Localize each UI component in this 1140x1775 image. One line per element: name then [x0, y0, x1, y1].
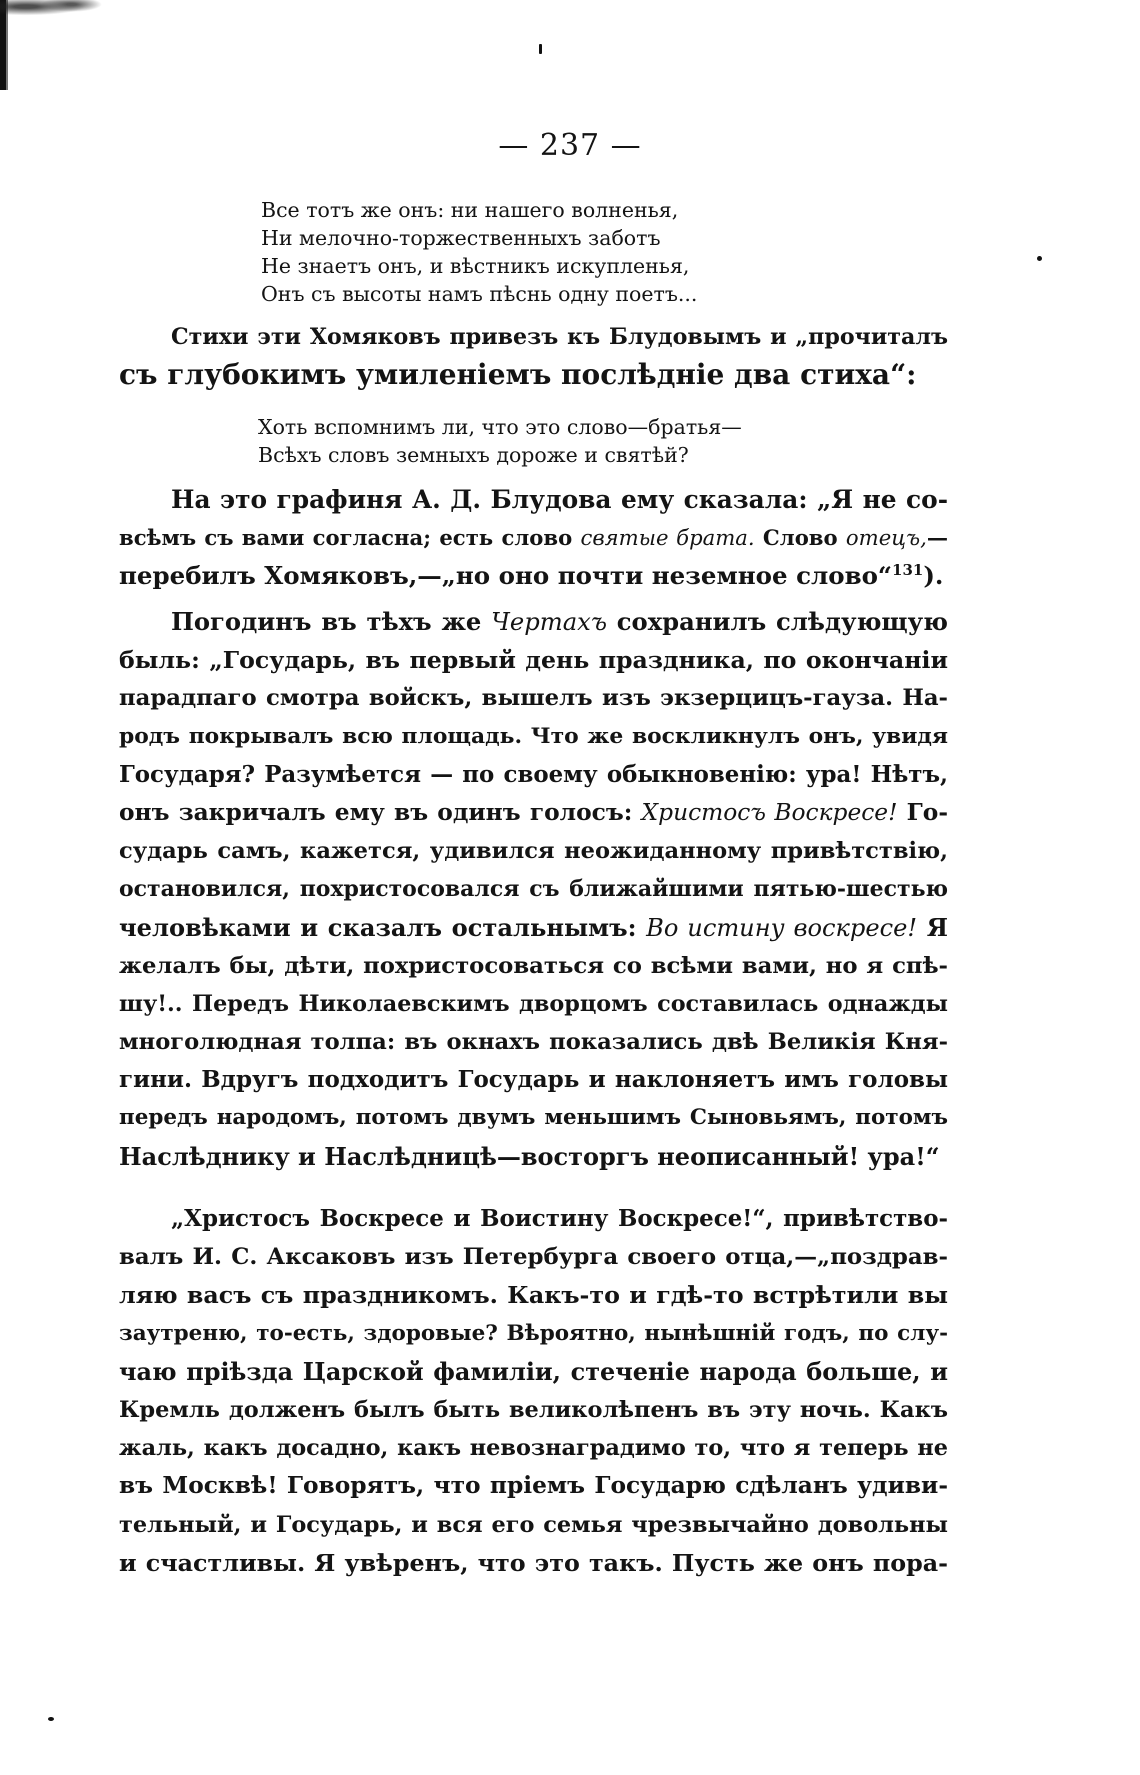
- scan-smudge: [0, 0, 130, 22]
- text-run: ).: [923, 561, 944, 591]
- text-run: перебилъ Хомяковъ,—„но оно почти неземное слово“: [119, 561, 893, 591]
- scan-speck: [539, 44, 542, 54]
- text-run: Я: [917, 912, 948, 942]
- verse-line: Онъ съ высоты намъ пѣснь одну поетъ...: [261, 282, 698, 306]
- text-run: —: [926, 525, 948, 551]
- text-run: онъ закричалъ ему въ одинъ голосъ:: [119, 798, 642, 826]
- italic-run: отецъ,: [845, 525, 927, 551]
- text-line: На это графиня А. Д. Блудова ему сказала: „Я не со-: [171, 485, 948, 514]
- text-line: ляю васъ съ праздникомъ. Какъ-то и гдѣ-то встрѣтили вы: [119, 1281, 948, 1310]
- paragraph-aksakov: [119, 1200, 948, 1582]
- paragraph-pogodin: [119, 603, 948, 1176]
- text-line: [119, 909, 948, 947]
- text-line: желалъ бы, дѣти, похристосоваться со всѣми вами, но я спѣ-: [119, 952, 948, 979]
- verse-stanza-2: [258, 413, 742, 469]
- footnote-ref: 131: [892, 561, 924, 580]
- text-line: быль: „Государь, въ первый день праздника, по окончаніи: [119, 646, 948, 675]
- text-line: остановился, похристосовался съ ближайшими пятью-шестью: [119, 876, 948, 903]
- text-line: шу!.. Передъ Николаевскимъ дворцомъ составилась однажды: [119, 990, 948, 1017]
- verse-line: Всѣхъ словъ земныхъ дороже и святѣй?: [258, 443, 689, 467]
- text-line: родъ покрывалъ всю площадь. Что же воскликнулъ онъ, увидя: [119, 723, 948, 749]
- text-line: [119, 603, 948, 641]
- text-line: съ глубокимъ умиленіемъ послѣдніе два стиха“:: [119, 358, 917, 392]
- text-run: Го-: [897, 798, 948, 826]
- text-line: Государя? Разумѣется — по своему обыкновенію: ура! Нѣтъ,: [119, 761, 948, 788]
- text-line: сударь самъ, кажется, удивился неожиданному привѣтствію,: [119, 838, 948, 865]
- text-line: гини. Вдругъ подходитъ Государь и наклоняетъ имъ головы: [119, 1066, 948, 1094]
- text-line: [119, 794, 948, 832]
- text-line: жаль, какъ досадно, какъ невознаградимо то, что я теперь не: [119, 1435, 948, 1462]
- text-run: Слово: [754, 525, 846, 551]
- text-line: валъ И. С. Аксаковъ изъ Петербурга своего отца,—„поздрав-: [119, 1244, 948, 1271]
- verse-line: Хоть вспомнимъ ли, что это слово—братья—: [258, 415, 742, 439]
- italic-run: Во истину воскресе!: [646, 913, 918, 942]
- text-line: Стихи эти Хомяковъ привезъ къ Блудовымъ и „прочиталъ: [171, 324, 948, 350]
- text-line: [119, 519, 948, 557]
- verse-line: Не знаетъ онъ, и вѣстникъ искупленья,: [261, 254, 690, 278]
- text-line: [119, 557, 948, 595]
- text-line: тельный, и Государь, и вся его семья чрезвычайно довольны: [119, 1511, 948, 1538]
- text-run: человѣками и сказалъ остальнымъ:: [119, 912, 647, 942]
- text-line: Кремль долженъ былъ быть великолѣпенъ въ эту ночь. Какъ: [119, 1396, 948, 1423]
- paragraph-khomyakov-verses: [119, 318, 948, 394]
- text-line: заутреню, то-есть, здоровые? Вѣроятно, нынѣшній годъ, по слу-: [119, 1320, 948, 1346]
- text-line: чаю пріѣзда Царской фамиліи, стеченіе народа больше, и: [119, 1357, 948, 1386]
- text-line: парадпаго смотра войскъ, вышелъ изъ экзерцицъ-гауза. На-: [119, 685, 948, 712]
- italic-run: Христосъ Воскресе!: [641, 798, 898, 826]
- text-line: въ Москвѣ! Говорятъ, что пріемъ Государю сдѣланъ удиви-: [119, 1472, 948, 1500]
- italic-run: Чертахъ: [491, 607, 607, 636]
- text-run: сохранилъ слѣдующую: [607, 607, 948, 636]
- text-line: „Христосъ Воскресе и Воистину Воскресе!“, привѣтство-: [171, 1205, 948, 1232]
- scan-speck: [1037, 256, 1042, 261]
- text-line: и счастливы. Я увѣренъ, что это такъ. Пусть же онъ пора-: [119, 1548, 948, 1577]
- text-run: всѣмъ съ вами согласна; есть слово: [119, 525, 581, 551]
- verse-stanza-1: [261, 196, 697, 308]
- italic-run: святые брата.: [580, 525, 755, 551]
- paragraph-bludova: [119, 481, 948, 596]
- text-line: передъ народомъ, потомъ двумъ меньшимъ Сыновьямъ, потомъ: [119, 1105, 948, 1131]
- page-number: — 237 —: [498, 128, 642, 163]
- text-line: Наслѣднику и Наслѣдницѣ—восторгъ неописанный! ура!“: [119, 1141, 940, 1171]
- scan-speck: [48, 1717, 54, 1721]
- text-run: Погодинъ въ тѣхъ же: [171, 607, 492, 636]
- verse-line: Все тотъ же онъ: ни нашего волненья,: [261, 198, 679, 222]
- verse-line: Ни мелочно-торжественныхъ заботъ: [261, 226, 661, 250]
- text-line: многолюдная толпа: въ окнахъ показались двѣ Великія Кня-: [119, 1029, 948, 1056]
